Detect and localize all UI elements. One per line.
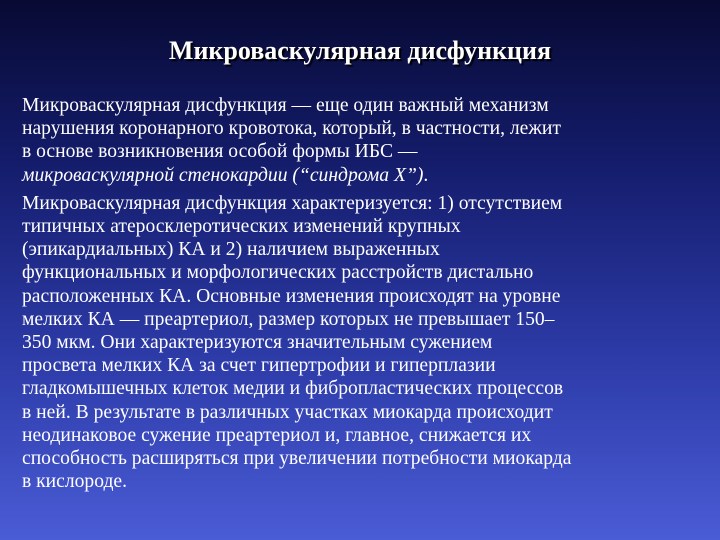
paragraph-1-line: в основе возникновения особой формы ИБС —: [22, 141, 418, 163]
paragraph-2-line: мелких КА — преартериол, размер которых не превышает 150–: [22, 308, 555, 330]
paragraph-1: [22, 94, 712, 187]
paragraph-2-line: способность расширяться при увеличении потребности миокарда: [22, 448, 572, 470]
paragraph-2-line: расположенных КА. Основные изменения происходят на уровне: [22, 285, 561, 307]
paragraph-1-line: нарушения коронарного кровотока, который, в частности, лежит: [22, 118, 561, 140]
slide-title: Микроваскулярная дисфункция: [168, 36, 552, 65]
paragraph-2: [22, 192, 712, 494]
paragraph-2-line: в ней. В результате в различных участках миокарда происходит: [22, 401, 553, 423]
paragraph-1-line: Микроваскулярная дисфункция — еще один важный механизм: [22, 95, 549, 116]
paragraph-2-line: (эпикардиальных) КА и 2) наличием выраженных: [22, 239, 440, 261]
paragraph-2-line: 350 мкм. Они характеризуются значительным сужением: [22, 332, 493, 354]
paragraph-2-line: гладкомышечных клеток медии и фибропластических процессов: [22, 378, 564, 400]
paragraph-2-line: Микроваскулярная дисфункция характеризуется: 1) отсутствием: [22, 192, 563, 214]
syndrome-x-term: микроваскулярной стенокардии (“синдрома X”): [22, 164, 424, 186]
paragraph-2-line: неодинаковое сужение преартериол и, главное, снижается их: [22, 424, 532, 446]
slide-body: [22, 94, 712, 493]
paragraph-2-line: функциональных и морфологических расстройств дистально: [22, 262, 534, 284]
period: .: [423, 164, 429, 186]
paragraph-1-italic-line: [22, 164, 712, 187]
paragraph-2-line: типичных атеросклеротических изменений крупных: [22, 216, 461, 238]
paragraph-2-line: просвета мелких КА за счет гипертрофии и гиперплазии: [22, 355, 496, 377]
paragraph-2-line: в кислороде.: [22, 471, 128, 493]
